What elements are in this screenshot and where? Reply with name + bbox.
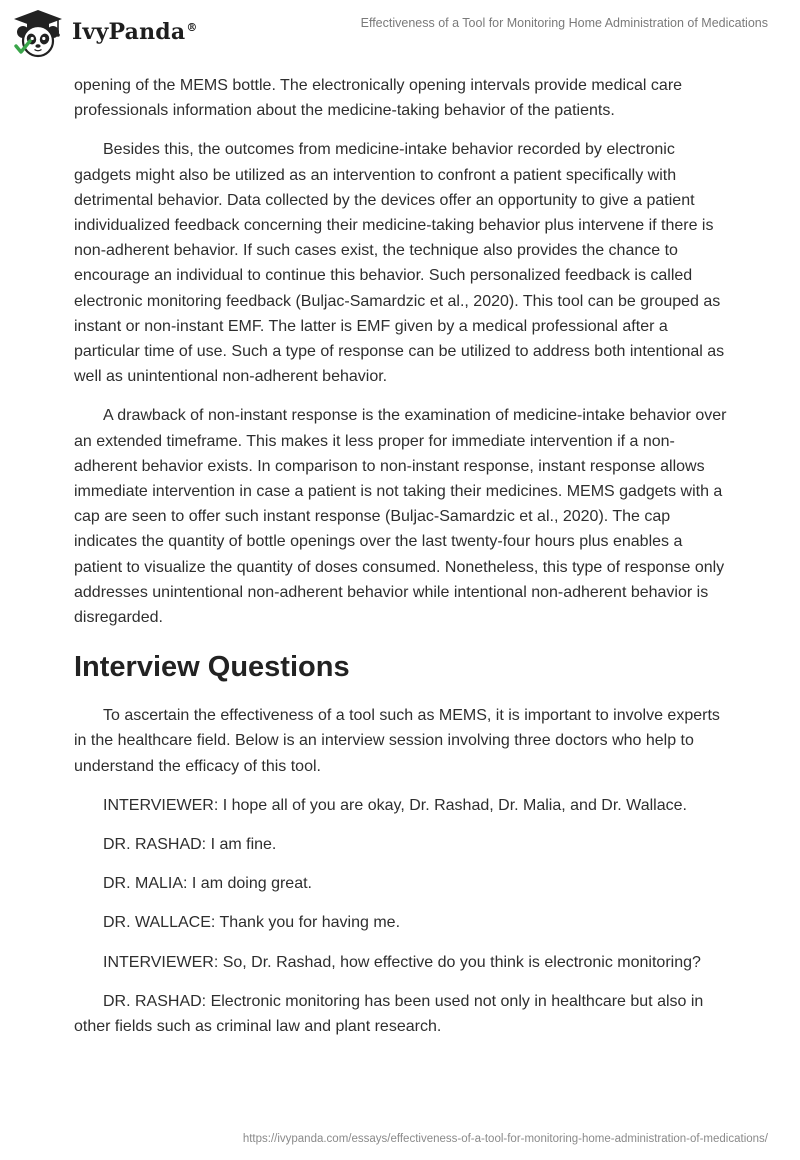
brand-name[interactable]: IvyPanda® <box>72 19 198 45</box>
paragraph: opening of the MEMS bottle. The electronically opening intervals provide medical care professionals information about the medicine-taking behavior of the patients. <box>74 77 683 120</box>
essay-body <box>74 73 734 1053</box>
interview-line: INTERVIEWER: I hope all of you are okay, Dr. Rashad, Dr. Malia, and Dr. Wallace. <box>103 796 687 814</box>
panda-graduate-logo-icon[interactable] <box>12 8 64 60</box>
paragraph: To ascertain the effectiveness of a tool such as MEMS, it is important to involve experts in the healthcare field. Below is an interview session involving three doctors who help to understand the efficacy of this tool. <box>74 707 720 775</box>
page-header <box>0 0 800 68</box>
interview-line: DR. WALLACE: Thank you for having me. <box>103 914 401 932</box>
interview-line: DR. RASHAD: Electronic monitoring has been used not only in healthcare but also in other fields such as criminal law and plant research. <box>74 992 704 1036</box>
interview-line: INTERVIEWER: So, Dr. Rashad, how effective do you think is electronic monitoring? <box>103 953 701 971</box>
interview-line: DR. RASHAD: I am fine. <box>103 836 277 854</box>
interview-line: DR. MALIA: I am doing great. <box>103 875 312 893</box>
paragraph: A drawback of non-instant response is the examination of medicine-intake behavior over an extended timeframe. This makes it less proper for immediate intervention if a non-adherent behavior exists. In comparison to non-instant response, instant response allows immediate intervention in case a patient is not taking their medicines. MEMS gadgets with a cap are seen to offer such instant response (Buljac-Samardzic et al., 2020). The cap indicates the quantity of bottle openings over the last twenty-four hours plus enables a patient to visualize the quantity of doses consumed. Nonetheless, this type of response only addresses unintentional non-adherent behavior while intentional non-adherent behavior is disregarded. <box>74 407 727 627</box>
document-title: Effectiveness of a Tool for Monitoring Home Administration of Medications <box>360 16 768 30</box>
source-url[interactable]: https://ivypanda.com/essays/effectiveness-of-a-tool-for-monitoring-home-administration-of-medications/ <box>242 1133 768 1145</box>
paragraph: Besides this, the outcomes from medicine-intake behavior recorded by electronic gadgets might also be utilized as an intervention to confront a patient specifically with detrimental behavior. Data collected by the devices offer an opportunity to give a patient individualized feedback concerning their medicine-taking behavior plus intervene if there is non-adherent behavior. If such cases exist, the technique also provides the chance to encourage an individual to continue this behavior. Such personalized feedback is called electronic monitoring feedback (Buljac-Samardzic et al., 2020). This tool can be grouped as instant or non-instant EMF. The latter is EMF given by a medical professional after a particular time of use. Such a type of response can be utilized to address both intentional as well as unintentional non-adherent behavior. <box>74 141 725 386</box>
section-heading: Interview Questions <box>74 651 350 684</box>
